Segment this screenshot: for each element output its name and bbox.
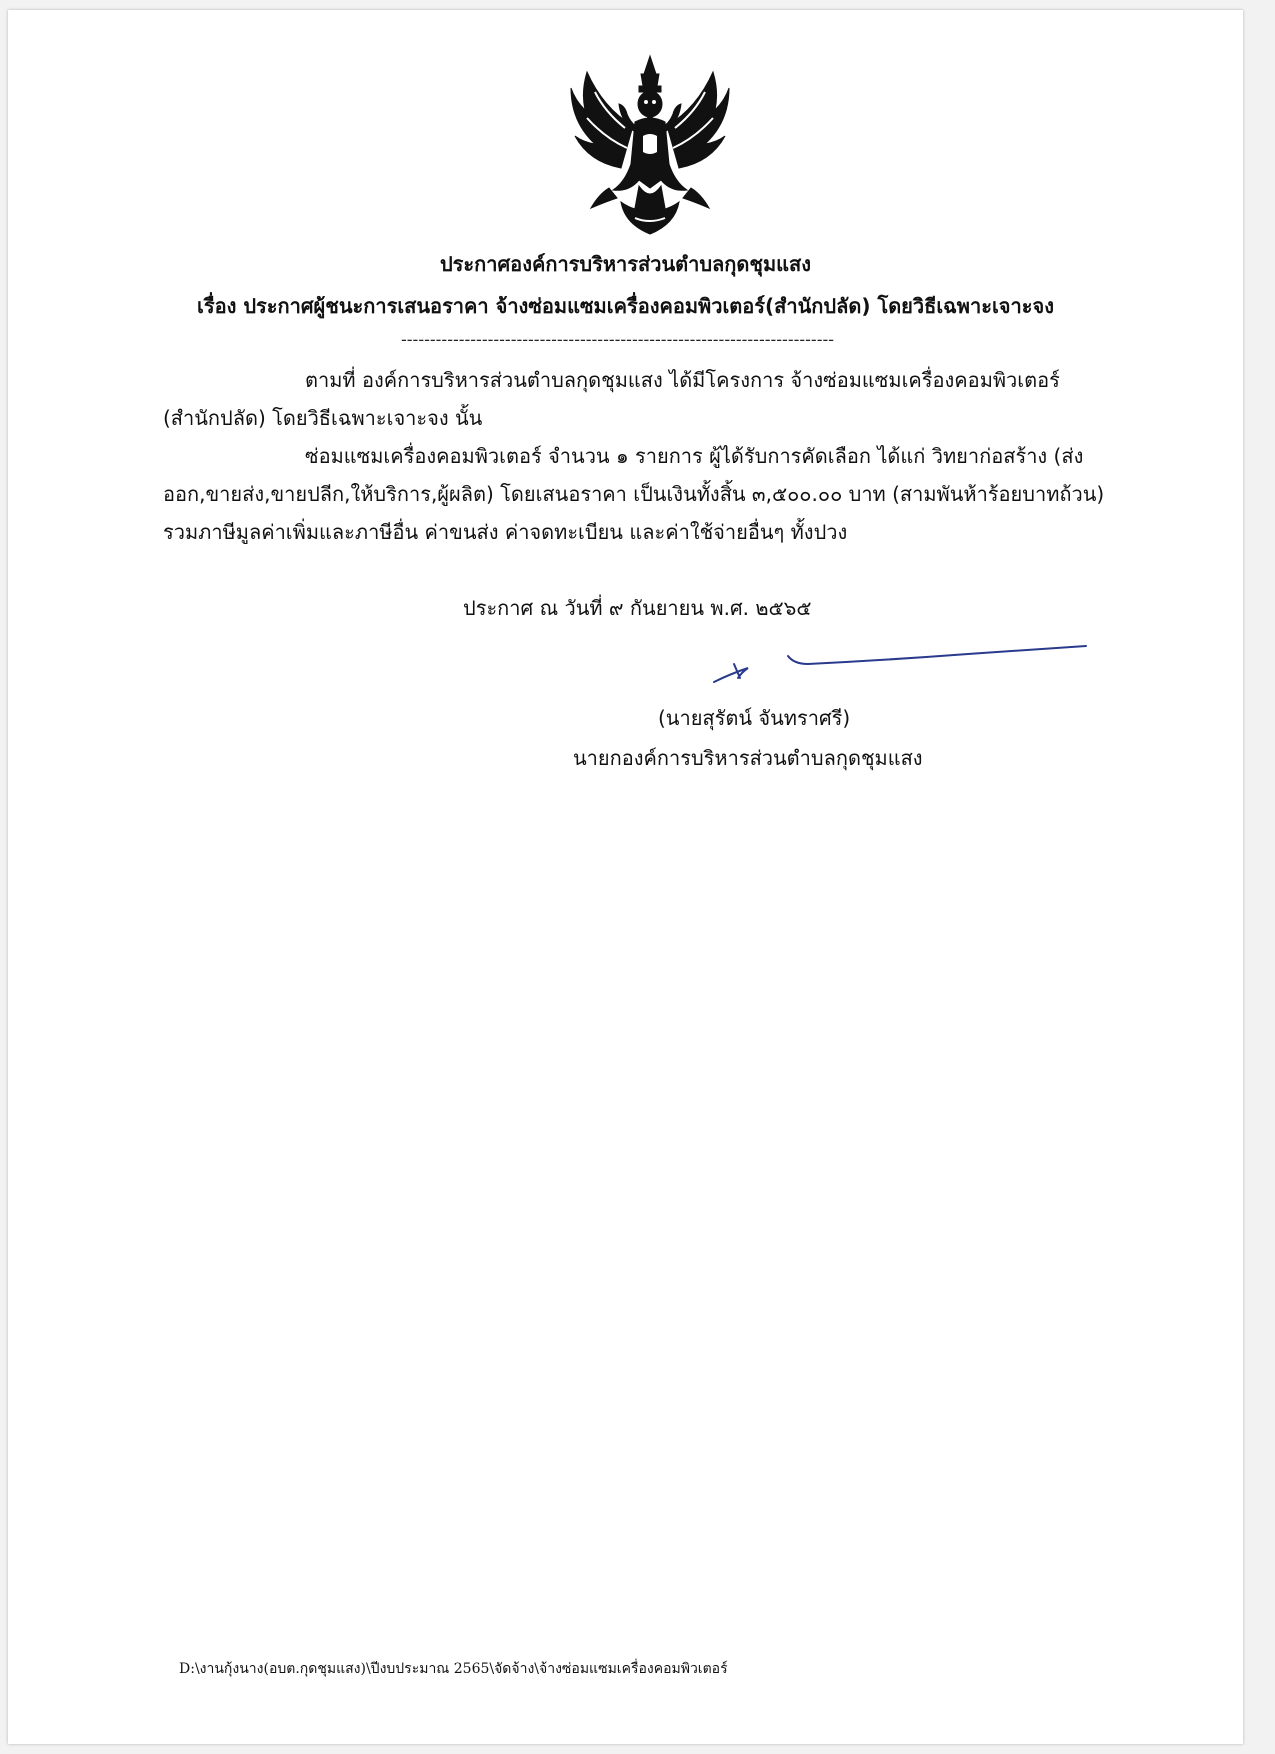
body-line: ออก,ขายส่ง,ขายปลีก,ให้บริการ,ผู้ผลิต) โดยเสนอราคา เป็นเงินทั้งสิ้น ๓,๕๐๐.๐๐ บาท (สามพันห้าร้อยบาทถ้วน): [163, 482, 1105, 506]
garuda-emblem-icon: [565, 52, 735, 238]
announce-date: ประกาศ ณ วันที่ ๙ กันยายน พ.ศ. ๒๕๖๕: [463, 596, 812, 620]
signer-name: (นายสุรัตน์ จันทราศรี): [658, 706, 851, 730]
signer-title: นายกองค์การบริหารส่วนตำบลกุดชุมแสง: [573, 746, 923, 770]
footer-file-path: D:\งานกุ้งนาง(อบต.กุดชุมแสง)\ปีงบประมาณ 2565\จัดจ้าง\จ้างซ่อมแซมเครื่องคอมพิวเตอร์: [179, 1661, 728, 1677]
body-line: ตามที่ องค์การบริหารส่วนตำบลกุดชุมแสง ได้มีโครงการ จ้างซ่อมแซมเครื่องคอมพิวเตอร์: [305, 368, 1060, 392]
document-heading-subject: เรื่อง ประกาศผู้ชนะการเสนอราคา จ้างซ่อมแซมเครื่องคอมพิวเตอร์(สำนักปลัด) โดยวิธีเฉพาะเจาะจง: [197, 294, 1054, 318]
body-line: รวมภาษีมูลค่าเพิ่มและภาษีอื่น ค่าขนส่ง ค่าจดทะเบียน และค่าใช้จ่ายอื่นๆ ทั้งปวง: [163, 520, 848, 544]
heading-separator: ---------------------------------------------------------------------------: [401, 330, 835, 349]
body-line: (สำนักปลัด) โดยวิธีเฉพาะเจาะจง นั้น: [163, 406, 483, 430]
document-heading-org: ประกาศองค์การบริหารส่วนตำบลกุดชุมแสง: [439, 252, 812, 276]
document-page: [8, 10, 1243, 1744]
body-line: ซ่อมแซมเครื่องคอมพิวเตอร์ จำนวน ๑ รายการ ผู้ได้รับการคัดเลือก ได้แก่ วิทยาก่อสร้าง (ส่ง: [305, 444, 1084, 468]
handwritten-signature: [708, 638, 1088, 694]
